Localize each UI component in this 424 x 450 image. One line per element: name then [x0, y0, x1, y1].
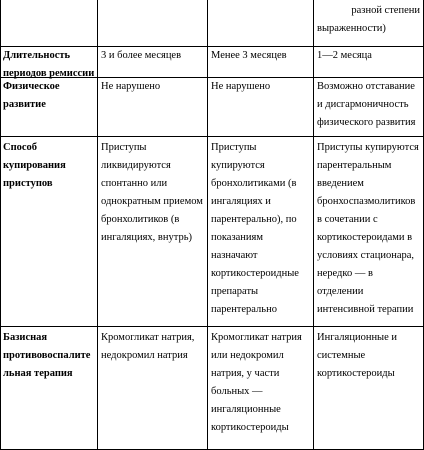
- row-header-physical: Физическое развитие: [3, 81, 60, 110]
- table-cell-physical-1: Не нарушено: [101, 81, 161, 92]
- table-cell-physical-2: Не нарушено: [211, 81, 271, 92]
- col-divider: [0, 0, 1, 450]
- col-divider: [207, 0, 208, 450]
- table-cell-top-3: разной степени выраженности): [317, 5, 420, 34]
- row-divider: [0, 326, 424, 327]
- table-cell-basic-2: Кромогликат натрия или недокромил натрия, у части больных — ингаляционные кортикостероиды: [211, 332, 302, 433]
- row-divider: [0, 136, 424, 137]
- table-cell-remission-3: 1—2 месяца: [317, 50, 372, 61]
- table-cell-remission-1: 3 и более месяцев: [101, 50, 182, 61]
- table-cell-remission-2: Менее 3 месяцев: [211, 50, 287, 61]
- table-cell-relief-3: Приступы купируются парентеральным введением бронхоспазмолитиков в сочетании с кортикостероидами в условиях стационара, нередко — в отделении интенсивной терапии: [317, 142, 419, 315]
- table-cell-physical-3: Возможно отставание и дисгармоничность физического развития: [317, 81, 416, 128]
- table-cell-relief-1: Приступы ликвидируются спонтанно или однократным приемом бронхолитиков (в ингаляциях, внутрь): [101, 142, 203, 243]
- table-cell-basic-1: Кромогликат натрия, недокромил натрия: [101, 332, 195, 361]
- table-cell-relief-2: Приступы купируются бронхолитиками (в ингаляциях и парентерально), по показаниям назначают кортикостероидные препараты парентерально: [211, 142, 299, 315]
- row-header-relief: Способ купирования приступов: [3, 142, 66, 189]
- row-header-basic: Базисная противовоспалите льная терапия: [3, 332, 91, 379]
- col-divider: [97, 0, 98, 450]
- col-divider: [313, 0, 314, 450]
- table-cell-basic-3: Ингаляционные и системные кортикостероиды: [317, 332, 398, 379]
- row-header-remission: Длительность периодов ремиссии: [3, 50, 95, 79]
